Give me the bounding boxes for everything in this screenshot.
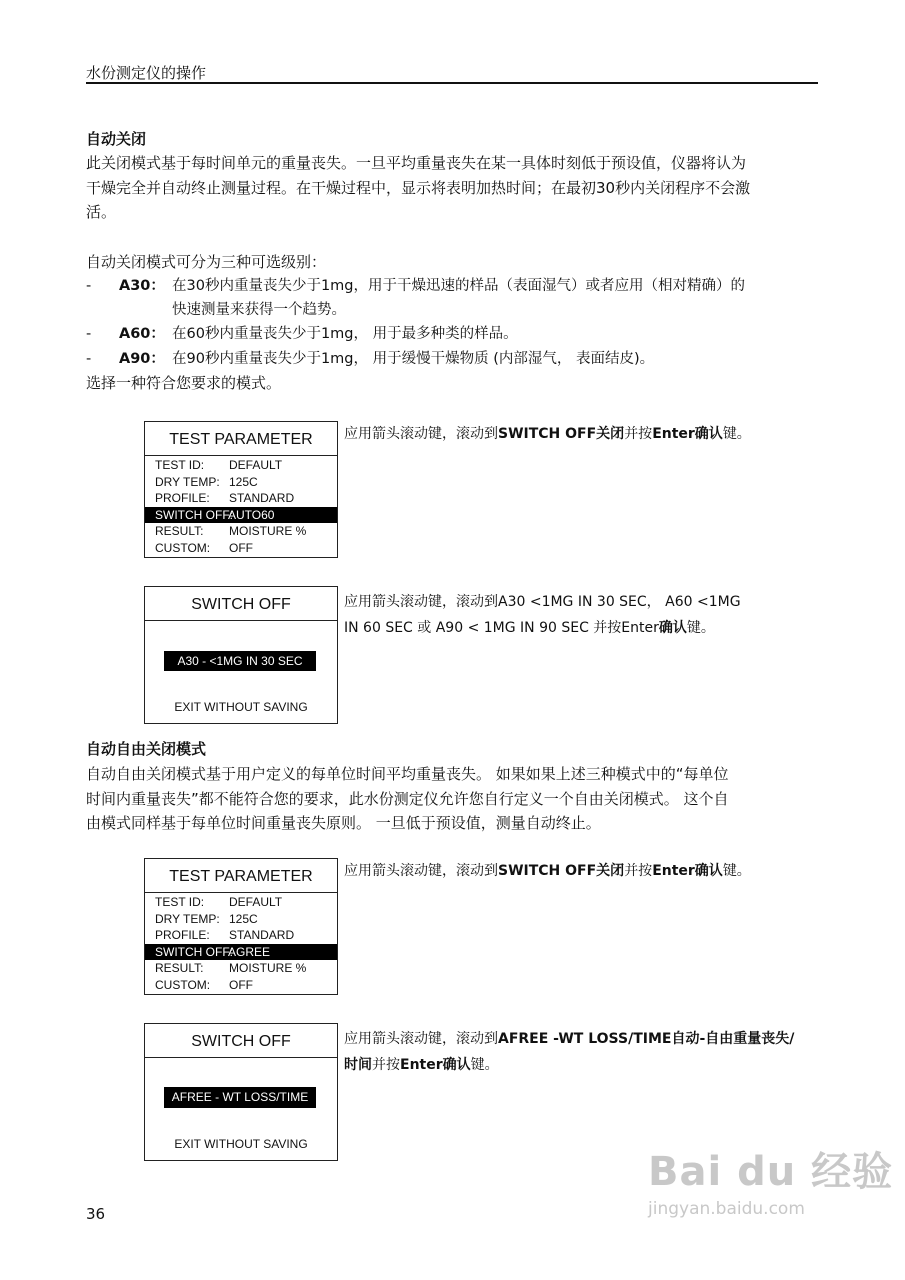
instruction-bold: AFREE -WT LOSS/TIME自动-自由重量丧失/ bbox=[498, 1031, 795, 1047]
level-code: A30： bbox=[119, 278, 165, 294]
paragraph-line: 干燥完全并自动终止测量过程。在干燥过程中，显示将表明加热时间；在最初30秒内关闭程序不会激 bbox=[86, 179, 751, 197]
instruction-text: 键。 bbox=[686, 620, 715, 636]
param-key: RESULT: bbox=[155, 524, 204, 538]
levels-intro: 自动关闭模式可分为三种可选级别： bbox=[86, 253, 327, 271]
paragraph-line: 此关闭模式基于每时间单元的重量丧失。一旦平均重量丧失在某一具体时刻低于预设值，仪器将认为 bbox=[86, 154, 747, 172]
screen-rule bbox=[145, 1057, 337, 1058]
instruction-text: 应用箭头滚动键，滚动到A30 <1MG IN 30 SEC， A60 <1MG bbox=[344, 594, 741, 610]
screen-title: SWITCH OFF bbox=[191, 596, 291, 613]
instruction-3 bbox=[344, 858, 751, 884]
instruction-bold: 确认 bbox=[658, 620, 687, 636]
param-value: STANDARD bbox=[229, 491, 295, 505]
param-key: DRY TEMP: bbox=[155, 474, 220, 489]
level-desc-continuation: 快速测量来获得一个趋势。 bbox=[172, 302, 346, 318]
param-row-custom bbox=[145, 977, 337, 994]
param-value: MOISTURE % bbox=[229, 524, 307, 538]
paragraph-line: 时间内重量丧失”都不能符合您的要求，此水份测定仪允许您自行定义一个自由关闭模式。 这个自 bbox=[86, 790, 729, 808]
list-dash: - bbox=[86, 351, 92, 367]
level-item-a60 bbox=[86, 322, 826, 346]
param-key: SWITCH OFF: bbox=[155, 944, 233, 959]
param-key: TEST ID: bbox=[155, 895, 205, 909]
paragraph-line: 活。 bbox=[86, 203, 117, 221]
param-row-custom bbox=[145, 540, 337, 557]
screen-title: SWITCH OFF bbox=[191, 1033, 291, 1050]
instruction-text: 应用箭头滚动键，滚动到 bbox=[344, 426, 498, 442]
level-code: A90： bbox=[119, 351, 165, 367]
param-value: DEFAULT bbox=[229, 458, 283, 472]
param-key: CUSTOM: bbox=[155, 540, 211, 555]
param-key: TEST ID: bbox=[155, 458, 205, 472]
header-rule bbox=[86, 82, 818, 84]
param-value: OFF bbox=[229, 540, 253, 555]
instruction-bold: Enter确认 bbox=[400, 1057, 471, 1073]
param-value: OFF bbox=[229, 977, 253, 992]
param-row-dry-temp bbox=[145, 474, 337, 491]
instruction-4 bbox=[344, 1026, 794, 1078]
instruction-text: 并按 bbox=[624, 426, 653, 442]
instruction-text: 键。 bbox=[722, 426, 751, 442]
list-dash: - bbox=[86, 278, 92, 294]
param-value: 125C bbox=[229, 911, 258, 926]
param-key: PROFILE: bbox=[155, 491, 210, 505]
param-key: RESULT: bbox=[155, 961, 204, 975]
baidu-watermark bbox=[648, 1140, 893, 1219]
param-row-switch-off-highlighted[interactable] bbox=[145, 944, 337, 961]
section-heading-auto-off: 自动关闭 bbox=[86, 130, 147, 148]
param-key: PROFILE: bbox=[155, 928, 210, 942]
page-header-title: 水份测定仪的操作 bbox=[86, 64, 207, 82]
param-row-result bbox=[145, 523, 337, 540]
level-code: A60： bbox=[119, 326, 165, 342]
param-row-dry-temp bbox=[145, 911, 337, 928]
instruction-2 bbox=[344, 589, 741, 641]
param-value: AUTO60 bbox=[228, 507, 275, 522]
instruction-text: 键。 bbox=[470, 1057, 499, 1073]
watermark-brand: Bai du 经验 bbox=[648, 1149, 894, 1195]
screen-title: TEST PARAMETER bbox=[169, 431, 313, 448]
param-row-test-id bbox=[145, 457, 337, 474]
instruction-bold: Enter确认 bbox=[652, 426, 723, 442]
selected-option[interactable]: A30 - <1MG IN 30 SEC bbox=[164, 651, 316, 671]
level-item-a30 bbox=[86, 274, 826, 298]
section-heading-auto-free-off: 自动自由关闭模式 bbox=[86, 740, 207, 758]
list-dash: - bbox=[86, 326, 92, 342]
screen-switch-off-1 bbox=[144, 586, 338, 724]
screen-rule bbox=[145, 620, 337, 621]
paragraph-line: 由模式同样基于每单位时间重量丧失原则。 一旦低于预设值，测量自动终止。 bbox=[86, 814, 601, 832]
param-value: MOISTURE % bbox=[229, 961, 307, 975]
param-row-profile bbox=[145, 927, 337, 944]
page-number: 36 bbox=[86, 1205, 106, 1223]
screen-test-parameter-1 bbox=[144, 421, 338, 558]
screen-switch-off-2 bbox=[144, 1023, 338, 1161]
level-desc: 在90秒内重量丧失少于1mg， 用于缓慢干燥物质 (内部湿气， 表面结皮)。 bbox=[172, 351, 655, 367]
watermark-url: jingyan.baidu.com bbox=[648, 1199, 805, 1219]
screen-rule bbox=[145, 892, 337, 893]
instruction-text: IN 60 SEC 或 A90 < 1MG IN 90 SEC 并按Enter bbox=[344, 620, 659, 636]
level-desc: 在30秒内重量丧失少于1mg，用于干燥迅速的样品（表面湿气）或者应用（相对精确）的 bbox=[172, 278, 746, 294]
instruction-bold: Enter确认 bbox=[652, 863, 723, 879]
instruction-text: 并按 bbox=[624, 863, 653, 879]
param-row-result bbox=[145, 960, 337, 977]
param-row-profile bbox=[145, 490, 337, 507]
exit-without-saving-option[interactable]: EXIT WITHOUT SAVING bbox=[174, 1137, 308, 1151]
param-key: CUSTOM: bbox=[155, 977, 211, 992]
screen-test-parameter-2 bbox=[144, 858, 338, 995]
instruction-bold: 时间 bbox=[344, 1057, 372, 1073]
param-key: DRY TEMP: bbox=[155, 911, 220, 926]
param-key: SWITCH OFF: bbox=[155, 507, 233, 522]
instruction-bold: SWITCH OFF关闭 bbox=[498, 863, 625, 879]
param-value: DEFAULT bbox=[229, 895, 283, 909]
level-desc: 在60秒内重量丧失少于1mg， 用于最多种类的样品。 bbox=[172, 326, 518, 342]
choose-mode-text: 选择一种符合您要求的模式。 bbox=[86, 374, 282, 392]
instruction-text: 键。 bbox=[722, 863, 751, 879]
instruction-1 bbox=[344, 421, 751, 447]
screen-title: TEST PARAMETER bbox=[169, 868, 313, 885]
param-value: 125C bbox=[229, 474, 258, 489]
selected-option[interactable]: AFREE - WT LOSS/TIME bbox=[164, 1087, 316, 1108]
instruction-text: 并按 bbox=[372, 1057, 400, 1073]
param-row-switch-off-highlighted[interactable] bbox=[145, 507, 337, 524]
screen-rule bbox=[145, 455, 337, 456]
level-item-a90 bbox=[86, 347, 826, 371]
param-value: AGREE bbox=[228, 944, 271, 959]
param-row-test-id bbox=[145, 894, 337, 911]
instruction-bold: SWITCH OFF关闭 bbox=[498, 426, 625, 442]
exit-without-saving-option[interactable]: EXIT WITHOUT SAVING bbox=[174, 700, 308, 714]
paragraph-line: 自动自由关闭模式基于用户定义的每单位时间平均重量丧失。 如果如果上述三种模式中的“每单位 bbox=[86, 765, 729, 783]
param-value: STANDARD bbox=[229, 928, 295, 942]
instruction-text: 应用箭头滚动键，滚动到 bbox=[344, 863, 498, 879]
instruction-text: 应用箭头滚动键，滚动到 bbox=[344, 1031, 498, 1047]
